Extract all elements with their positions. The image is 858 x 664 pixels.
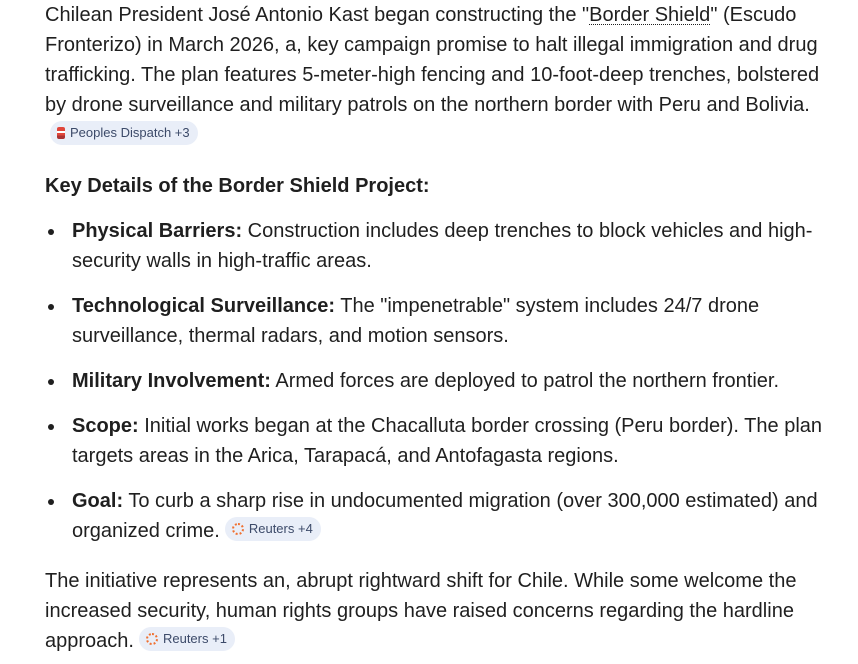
- item-text: The "impenetrable" system includes 24/7 drone surveillance, thermal radars, and motion sensors.: [72, 295, 760, 347]
- item-term: Physical Barriers:: [72, 220, 243, 242]
- chile-flag-icon: [57, 127, 65, 139]
- bullet-icon: [48, 499, 54, 505]
- list-item-goal: [45, 486, 836, 546]
- item-term: Technological Surveillance:: [72, 295, 336, 317]
- item-text: Armed forces are deployed to patrol the northern frontier.: [270, 370, 780, 392]
- list-item-scope: [45, 411, 836, 471]
- list-item-physical-barriers: [45, 216, 836, 276]
- section-heading: Key Details of the Border Shield Project:: [45, 175, 430, 197]
- item-term: Military Involvement:: [72, 370, 271, 392]
- source-chip-label: Peoples Dispatch +3: [70, 125, 190, 140]
- border-shield-link[interactable]: Border Shield: [589, 4, 711, 26]
- bullet-icon: [48, 229, 54, 235]
- item-text: To curb a sharp rise in undocumented migration (over 300,000 estimated) and organized crime.: [72, 490, 818, 542]
- intro-text-before-link: Chilean President José Antonio Kast began constructing the ": [45, 4, 590, 26]
- item-text: Construction includes deep trenches to block vehicles and high-security walls in high-traffic areas.: [72, 220, 813, 272]
- bullet-icon: [48, 304, 54, 310]
- list-item-military-involvement: [45, 366, 836, 396]
- source-chip-label: Reuters +1: [162, 631, 227, 646]
- item-text: Initial works began at the Chacalluta border crossing (Peru border). The plan targets areas in the Arica, Tarapacá, and Antofagasta regions.: [72, 415, 823, 467]
- key-details-list: [45, 216, 836, 546]
- source-chip-reuters-4[interactable]: [225, 517, 321, 541]
- intro-paragraph: [45, 0, 836, 150]
- reuters-logo-icon: [232, 523, 244, 535]
- source-chip-label: Reuters +4: [248, 521, 313, 536]
- item-term: Goal:: [72, 490, 124, 512]
- reuters-logo-icon: [146, 633, 158, 645]
- bullet-icon: [48, 379, 54, 385]
- item-term: Scope:: [72, 415, 139, 437]
- source-chip-reuters-1[interactable]: [139, 627, 235, 651]
- outro-text: The initiative represents an, abrupt rightward shift for Chile. While some welcome the increased security, human rights groups have raised concerns regarding the hardline approach.: [45, 570, 797, 652]
- outro-paragraph: [45, 566, 836, 656]
- source-chip-peoples-dispatch[interactable]: [50, 121, 198, 145]
- list-item-technological-surveillance: [45, 291, 836, 351]
- bullet-icon: [48, 424, 54, 430]
- intro-text-after-link: " (Escudo Fronterizo) in March 2026, a, key campaign promise to halt illegal immigration and drug trafficking. The plan features 5-meter-high fencing and 10-foot-deep trenches, bolstered by drone surveillance and military patrols on the northern border with Peru and Bolivia.: [45, 4, 820, 116]
